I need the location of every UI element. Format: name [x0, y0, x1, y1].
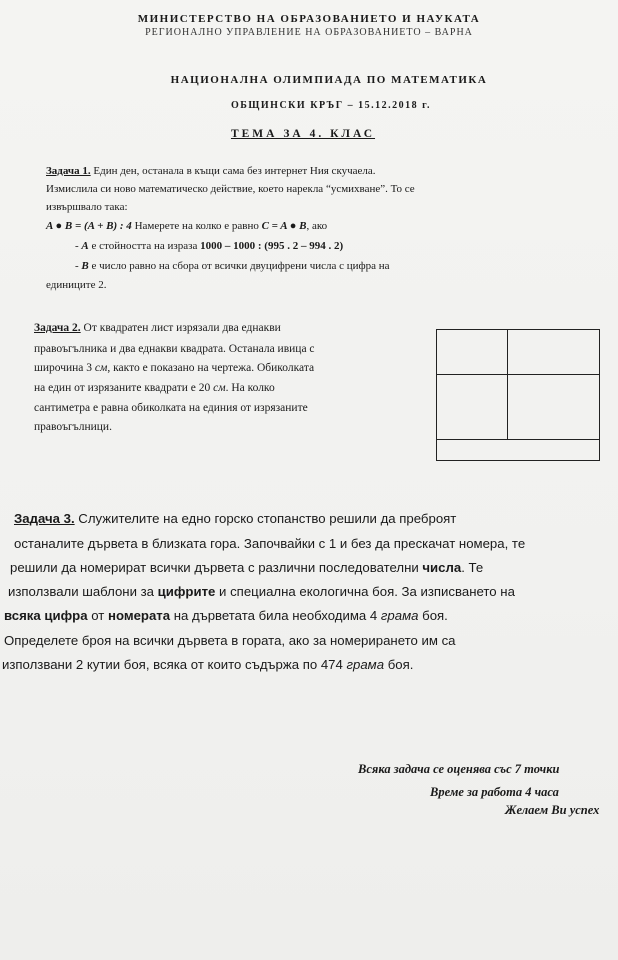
- task-1-question: A ● B = (A + B) : 4 Намерете на колко е равно C = A ● B, ако: [46, 220, 328, 232]
- condition-b-line-2: единиците 2.: [46, 279, 107, 291]
- task-3-label: Задача 3.: [14, 511, 75, 526]
- scoring-note: Всяка задача се оценява със 7 точки: [358, 762, 560, 776]
- time-note: Време за работа 4 часа: [430, 785, 559, 799]
- task-3-line-7: използвани 2 кутии боя, всяка от които съдържа по 474 грама боя.: [2, 657, 414, 672]
- task-3-line-3: решили да номерират всички дървета с различни последователни числа. Те: [10, 560, 484, 575]
- theme-heading: ТЕМА ЗА 4. КЛАС: [230, 128, 376, 140]
- task-3-line-4: използвали шаблони за цифрите и специална екологична боя. За изписването на: [8, 584, 515, 599]
- task-3-line-5: всяка цифра от номерата на дърветата била необходима 4 грама боя.: [4, 608, 448, 623]
- task-2-line-3: широчина 3 см, както е показано на чертежа. Обиколката: [34, 362, 315, 374]
- condition-b: - B е число равно на сбора от всички двуцифрени числа с цифра на: [75, 260, 390, 272]
- task-3-line-1: Задача 3. Служителите на едно горско стопанство решили да преброят: [14, 511, 457, 526]
- strip-divider: [437, 439, 599, 440]
- middle-divider: [437, 374, 599, 375]
- olympiad-heading: НАЦИОНАЛНА ОЛИМПИАДА ПО МАТЕМАТИКА: [170, 74, 488, 86]
- c-formula: C = A ● B: [261, 220, 307, 232]
- vertical-divider: [507, 330, 508, 439]
- task-3-line-2: останалите дървета в близката гора. Започвайки с 1 и без да прескачат номера, те: [14, 536, 526, 551]
- task-1-line-1: Задача 1. Един ден, останала в къщи сама без интернет Ния скучаела.: [46, 165, 376, 177]
- condition-a: - A е стойността на израза 1000 – 1000 : (995 . 2 – 994 . 2): [75, 240, 344, 252]
- task-2-line-5: сантиметра е равна обиколката на единия от изрязаните: [34, 402, 308, 414]
- task-2-label: Задача 2.: [34, 322, 81, 334]
- task-1-line-3: извършвало така:: [46, 201, 128, 213]
- ministry-heading: МИНИСТЕРСТВО НА ОБРАЗОВАНИЕТО И НАУКАТА: [137, 13, 481, 25]
- task-2-line-4: на един от изрязаните квадрати е 20 см. На колко: [34, 382, 275, 394]
- operation-formula: A ● B = (A + B) : 4: [46, 220, 132, 232]
- task-2-line-1: Задача 2. От квадратен лист изрязали два еднакви: [34, 322, 281, 334]
- square-sheet-diagram: [436, 329, 600, 461]
- task-1-label: Задача 1.: [46, 165, 91, 177]
- task-2-line-6: правоъгълници.: [34, 421, 112, 433]
- round-heading: ОБЩИНСКИ КРЪГ – 15.12.2018 г.: [231, 100, 431, 111]
- task-3-line-6: Определете броя на всички дървета в гората, ако за номерирането им са: [4, 633, 456, 648]
- regional-heading: РЕГИОНАЛНО УПРАВЛЕНИЕ НА ОБРАЗОВАНИЕТО – ВАРНА: [145, 27, 473, 38]
- expression: 1000 – 1000 : (995 . 2 – 994 . 2): [200, 240, 344, 252]
- task-1-line-2: Измислила си ново математическо действие, което нарекла “усмихване”. То се: [46, 183, 415, 195]
- wish-note: Желаем Ви успех: [505, 803, 600, 817]
- task-2-line-2: правоъгълника и два еднакви квадрата. Останала ивица с: [34, 343, 315, 355]
